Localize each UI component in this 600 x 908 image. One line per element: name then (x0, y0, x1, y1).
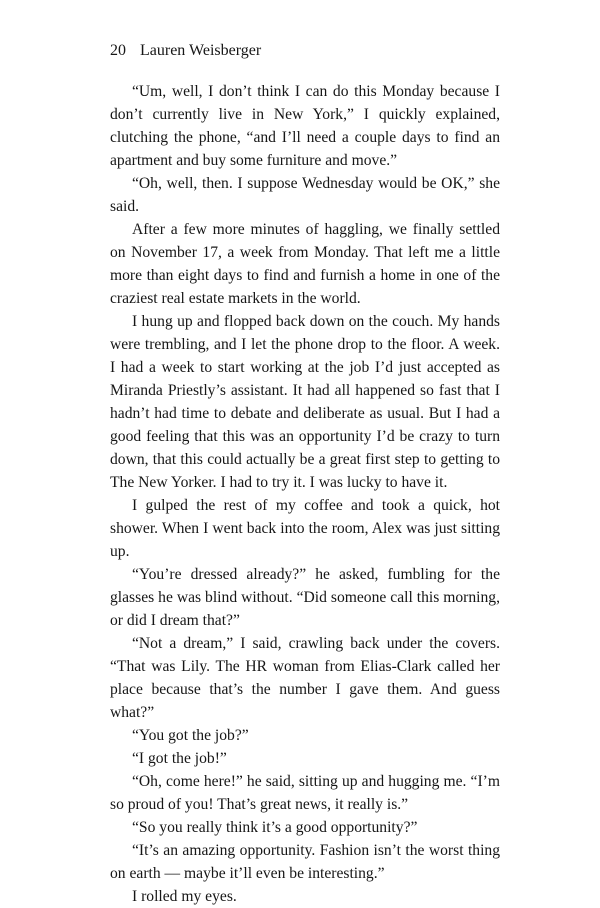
paragraph: “I got the job!” (132, 750, 227, 767)
paragraph: “You got the job?” (132, 727, 249, 744)
body-text (110, 80, 500, 908)
running-head-author: Lauren Weisberger (140, 42, 262, 59)
page-number: 20 (110, 42, 126, 59)
paragraph: I rolled my eyes. (132, 888, 237, 905)
paragraph: After a few more minutes of haggling, we finally settled on November 17, a week from Monday. That left me a little more than eight days to find and furnish a home in one of the craziest real estate markets in the world. (110, 221, 500, 307)
paragraph: I hung up and flopped back down on the couch. My hands were trembling, and I let the phone drop to the floor. A week. I had a week to start working at the job I’d just accepted as Miranda Priestly’s assistant. It had all happened so fast that I hadn’t had time to debate and deliberate as usual. But I had a good feeling that this was an opportunity I’d be crazy to turn down, that this could actually be a great first step to getting to The New Yorker. I had to try it. I was lucky to have it. (110, 313, 500, 491)
paragraph: “Not a dream,” I said, crawling back under the covers. “That was Lily. The HR woman from Elias-Clark called her place because that’s the number I gave them. And guess what?” (110, 635, 500, 721)
paragraph: I gulped the rest of my coffee and took a quick, hot shower. When I went back into the room, Alex was just sitting up. (110, 497, 500, 560)
running-head (110, 42, 261, 60)
paragraph: “Oh, well, then. I suppose Wednesday would be OK,” she said. (110, 175, 500, 215)
paragraph: “Oh, come here!” he said, sitting up and hugging me. “I’m so proud of you! That’s great news, it really is.” (110, 773, 500, 813)
paragraph: “You’re dressed already?” he asked, fumbling for the glasses he was blind without. “Did someone call this morning, or did I dream that?” (110, 566, 500, 629)
paragraph: “Um, well, I don’t think I can do this Monday because I don’t currently live in New York,” I quickly explained, clutching the phone, “and I’ll need a couple days to find an apartment and buy some furniture and move.” (110, 83, 500, 169)
paragraph: “So you really think it’s a good opportunity?” (132, 819, 418, 836)
paragraph: “It’s an amazing opportunity. Fashion isn’t the worst thing on earth — maybe it’ll even be interesting.” (110, 842, 500, 882)
